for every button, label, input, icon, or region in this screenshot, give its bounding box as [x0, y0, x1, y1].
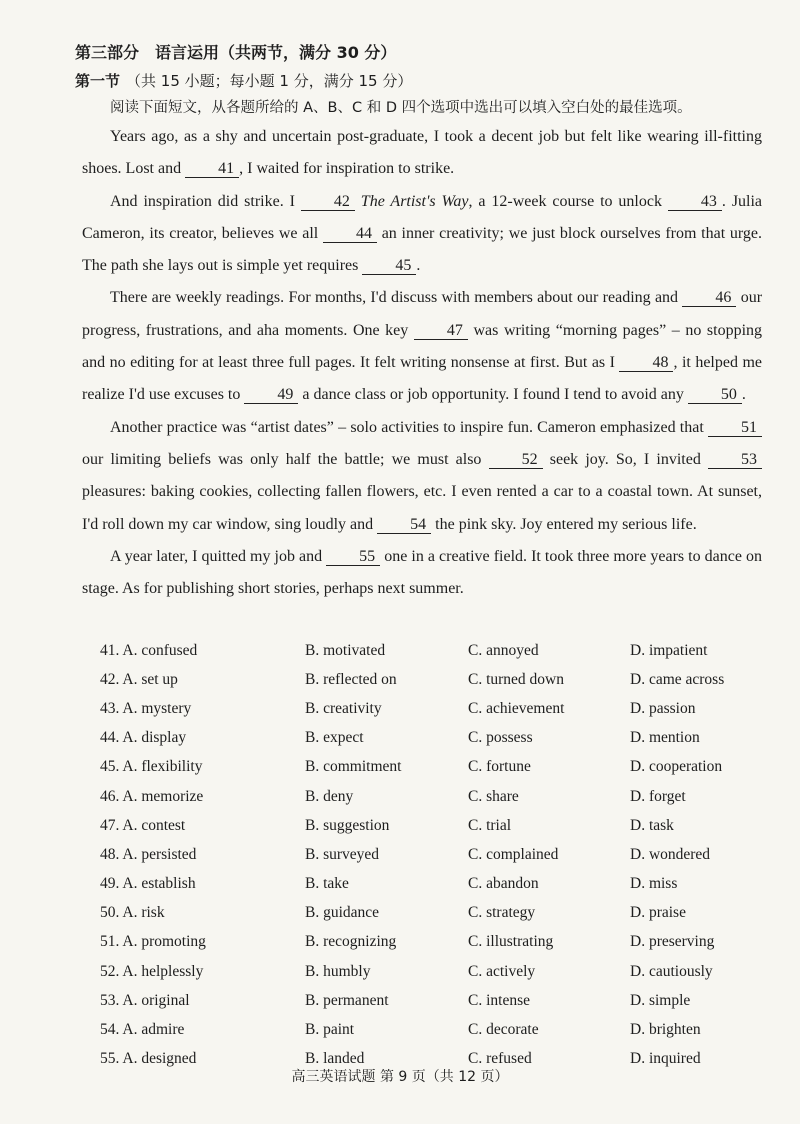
option-a[interactable]: 44. A. display: [100, 729, 187, 747]
option-a[interactable]: 53. A. original: [100, 991, 190, 1009]
option-d[interactable]: D. preserving: [630, 933, 715, 951]
option-row: [100, 694, 760, 723]
option-c[interactable]: C. decorate: [468, 1021, 539, 1039]
blank-53[interactable]: 53: [708, 451, 762, 469]
option-a[interactable]: 41. A. confused: [100, 641, 198, 659]
option-c[interactable]: C. fortune: [468, 758, 531, 776]
option-a[interactable]: 55. A. designed: [100, 1050, 197, 1068]
option-d[interactable]: D. came across: [630, 670, 725, 688]
option-a[interactable]: 54. A. admire: [100, 1021, 185, 1039]
paragraph-5: A year later, I quitted my job and 55 one in a creative field. It took three more years to dance on stage. As for publishing short stories, perhaps next summer.: [82, 547, 763, 598]
option-d[interactable]: D. simple: [630, 991, 691, 1009]
option-c[interactable]: C. illustrating: [468, 933, 554, 951]
option-b[interactable]: B. creativity: [305, 699, 382, 717]
option-c[interactable]: C. complained: [468, 845, 559, 863]
option-c[interactable]: C. abandon: [468, 875, 539, 893]
option-b[interactable]: B. deny: [305, 787, 354, 805]
option-b[interactable]: B. motivated: [305, 641, 386, 659]
blank-46[interactable]: 46: [682, 289, 736, 307]
option-b[interactable]: B. surveyed: [305, 845, 380, 863]
option-row: [100, 957, 760, 986]
option-c[interactable]: C. possess: [468, 729, 533, 747]
option-b[interactable]: B. commitment: [305, 758, 402, 776]
option-d[interactable]: D. cooperation: [630, 758, 723, 776]
passage: [82, 121, 762, 605]
option-row: [100, 870, 760, 899]
page-footer: 高三英语试题 第 9 页（共 12 页）: [291, 1069, 509, 1085]
option-b[interactable]: B. humbly: [305, 962, 371, 980]
option-c[interactable]: C. refused: [468, 1050, 532, 1068]
option-a[interactable]: 48. A. persisted: [100, 845, 197, 863]
option-a[interactable]: 43. A. mystery: [100, 699, 192, 717]
book-title: The Artist's Way: [360, 192, 469, 210]
option-d[interactable]: D. task: [630, 816, 674, 834]
options-table: [100, 636, 760, 1074]
paragraph-1: Years ago, as a shy and uncertain post-graduate, I took a decent job but felt like wearing ill-fitting shoes. Lost and 41 , I waited for inspiration to strike.: [82, 128, 762, 178]
option-b[interactable]: B. expect: [305, 729, 364, 747]
blank-49[interactable]: 49: [244, 386, 298, 404]
subsection-header: [75, 70, 412, 91]
option-b[interactable]: B. guidance: [305, 904, 380, 922]
blank-41[interactable]: 41: [185, 160, 239, 178]
option-b[interactable]: B. paint: [305, 1021, 355, 1039]
blank-47[interactable]: 47: [414, 322, 468, 340]
option-c[interactable]: C. annoyed: [468, 641, 539, 659]
option-d[interactable]: D. praise: [630, 904, 686, 922]
option-row: [100, 986, 760, 1015]
paragraph-2: And inspiration did strike. I 42 The Artist's Way, a 12-week course to unlock 43 . Julia Cameron, its creator, believes we all 44 an inner creativity; we just block ourselves from that urge. The path she lays out is simple yet requires 45 .: [82, 192, 763, 275]
option-a[interactable]: 52. A. helplessly: [100, 962, 204, 980]
option-row: [100, 811, 760, 840]
option-a[interactable]: 51. A. promoting: [100, 933, 206, 951]
instruction: 阅读下面短文，从各题所给的 A、B、C 和 D 四个选项中选出可以填入空白处的最佳选项。: [110, 100, 692, 116]
option-a[interactable]: 49. A. establish: [100, 875, 196, 893]
option-d[interactable]: D. wondered: [630, 845, 711, 863]
blank-44[interactable]: 44: [323, 225, 377, 243]
option-d[interactable]: D. passion: [630, 699, 696, 717]
paragraph-4: Another practice was “artist dates” – solo activities to inspire fun. Cameron emphasized that 51 our limiting beliefs was only half the battle; we must also 52 seek joy. So, I invited 53 pleasures: baking cookies, collecting fallen flowers, etc. I even rented a car to a coastal town. At sunset, I'd roll down my car window, sing loudly and 54 the pink sky. Joy entered my serious life.: [82, 418, 762, 533]
option-b[interactable]: B. take: [305, 875, 349, 893]
blank-50[interactable]: 50: [688, 386, 742, 404]
option-row: [100, 899, 760, 928]
option-a[interactable]: 47. A. contest: [100, 816, 186, 834]
option-a[interactable]: 45. A. flexibility: [100, 758, 203, 776]
option-a[interactable]: 50. A. risk: [100, 904, 165, 922]
option-row: [100, 636, 760, 665]
option-b[interactable]: B. permanent: [305, 991, 389, 1009]
blank-54[interactable]: 54: [377, 516, 431, 534]
option-b[interactable]: B. recognizing: [305, 933, 397, 951]
section-title: 第三部分 语言运用（共两节，满分 30 分）: [75, 43, 397, 62]
blank-52[interactable]: 52: [489, 451, 543, 469]
option-a[interactable]: 46. A. memorize: [100, 787, 204, 805]
blank-45[interactable]: 45: [362, 257, 416, 275]
option-c[interactable]: C. strategy: [468, 904, 536, 922]
option-d[interactable]: D. impatient: [630, 641, 708, 659]
option-c[interactable]: C. trial: [468, 816, 512, 834]
option-b[interactable]: B. suggestion: [305, 816, 390, 834]
option-d[interactable]: D. brighten: [630, 1021, 701, 1039]
option-c[interactable]: C. turned down: [468, 670, 565, 688]
option-d[interactable]: D. mention: [630, 729, 700, 747]
option-c[interactable]: C. actively: [468, 962, 536, 980]
option-c[interactable]: C. share: [468, 787, 519, 805]
blank-55[interactable]: 55: [326, 548, 380, 566]
blank-48[interactable]: 48: [619, 354, 673, 372]
blank-51[interactable]: 51: [708, 419, 762, 437]
option-row: [100, 782, 760, 811]
option-row: [100, 928, 760, 957]
option-row: [100, 1015, 760, 1044]
blank-42[interactable]: 42: [301, 193, 355, 211]
option-row: [100, 724, 760, 753]
option-b[interactable]: B. reflected on: [305, 670, 397, 688]
subsection-label: 第一节: [75, 72, 121, 90]
option-a[interactable]: 42. A. set up: [100, 670, 178, 688]
subsection-info: （共 15 小题；每小题 1 分，满分 15 分）: [126, 72, 413, 90]
option-d[interactable]: D. forget: [630, 787, 686, 805]
option-row: [100, 753, 760, 782]
option-row: [100, 665, 760, 694]
option-row: [100, 840, 760, 869]
paragraph-3: There are weekly readings. For months, I'd discuss with members about our reading and 46 our progress, frustrations, and aha moments. One key 47 was writing “morning pages” – no stopping and no editing for at least three full pages. It felt writing nonsense at first. But as I 48 , it helped me realize I'd use excuses to 49 a dance class or job opportunity. I found I tend to avoid any 50 .: [82, 289, 763, 404]
option-c[interactable]: C. achievement: [468, 699, 565, 717]
option-c[interactable]: C. intense: [468, 991, 530, 1009]
option-b[interactable]: B. landed: [305, 1050, 365, 1068]
blank-43[interactable]: 43: [668, 193, 722, 211]
option-d[interactable]: D. miss: [630, 875, 678, 893]
option-d[interactable]: D. cautiously: [630, 962, 713, 980]
option-d[interactable]: D. inquired: [630, 1050, 701, 1068]
